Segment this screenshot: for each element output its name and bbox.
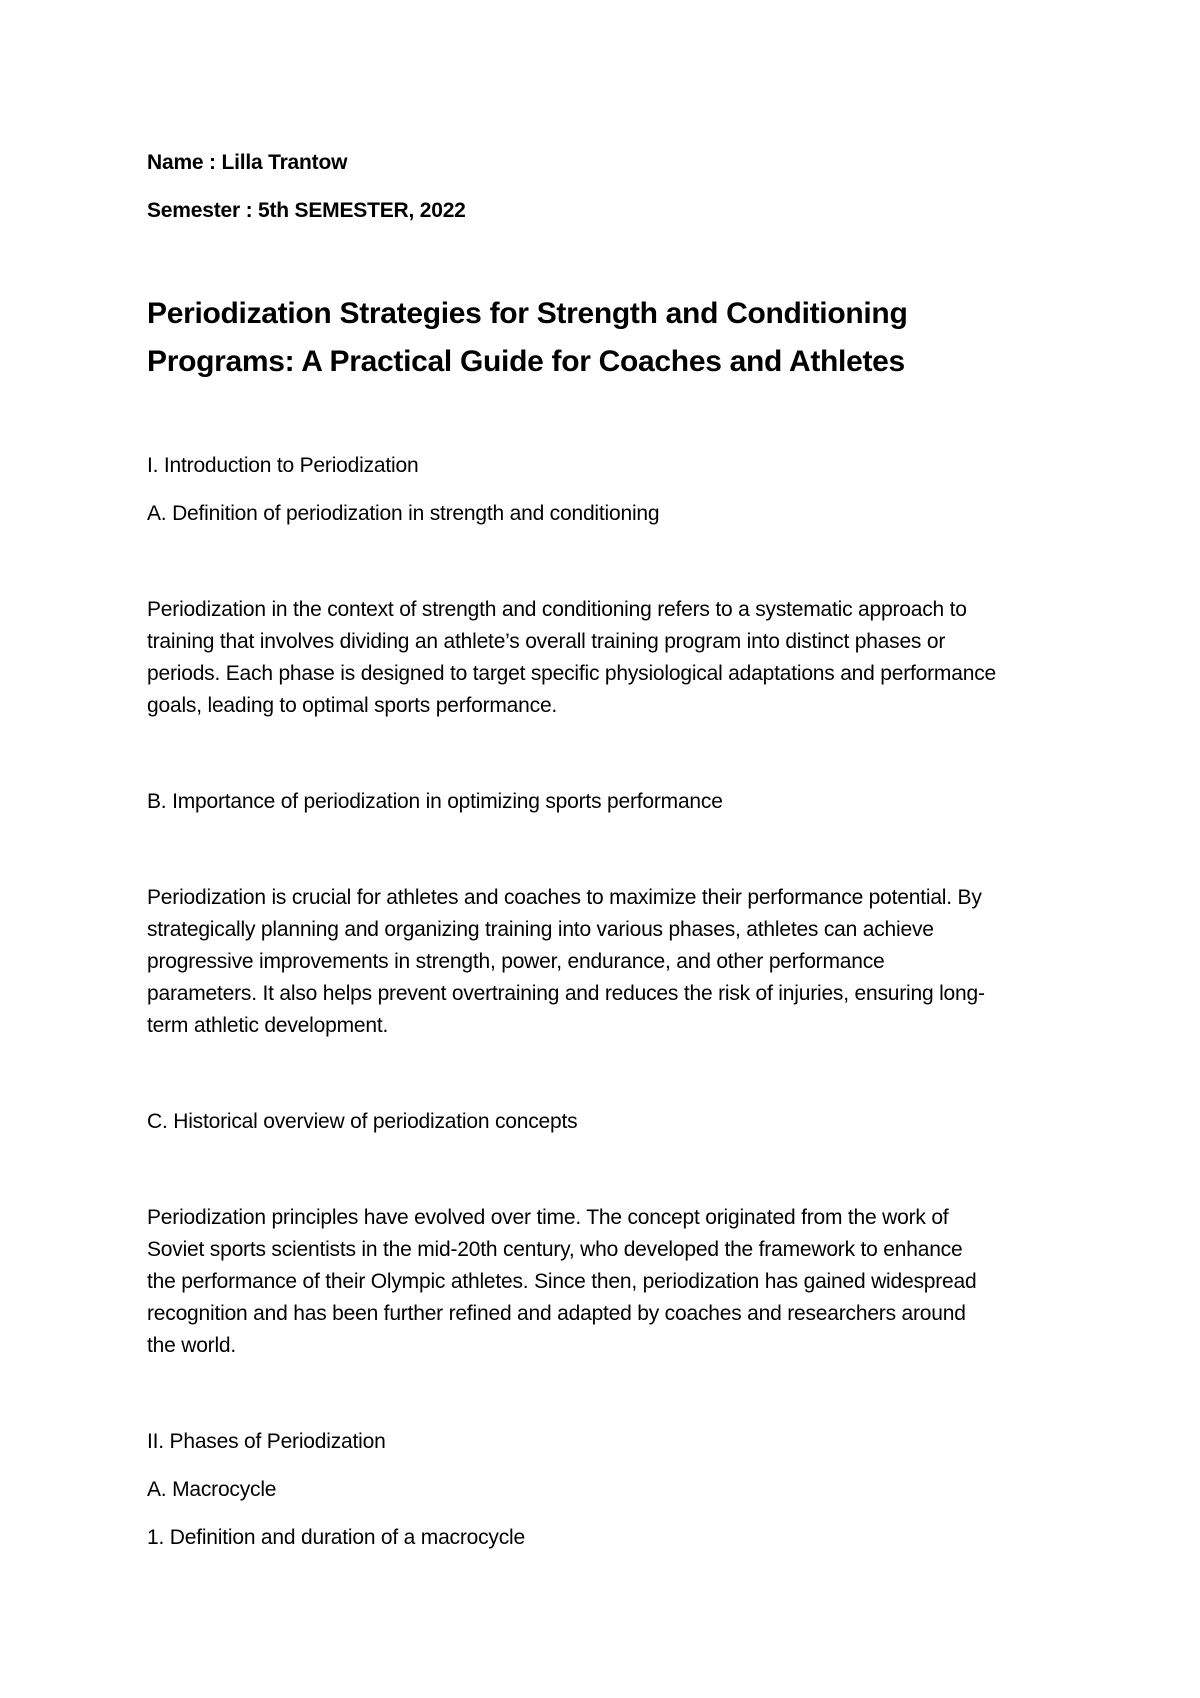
paragraph-definition-line: goals, leading to optimal sports performance. (147, 694, 558, 717)
subsection-heading-importance: B. Importance of periodization in optimizing sports performance (147, 790, 723, 813)
paragraph-definition-line: periods. Each phase is designed to target specific physiological adaptations and performance (147, 662, 996, 685)
subsection-heading-history: C. Historical overview of periodization concepts (147, 1110, 578, 1133)
document-title-line-1: Periodization Strategies for Strength and Conditioning (147, 297, 908, 330)
paragraph-importance-line: parameters. It also helps prevent overtraining and reduces the risk of injuries, ensuring long- (147, 982, 985, 1005)
paragraph-importance-line: Periodization is crucial for athletes and coaches to maximize their performance potential. By (147, 886, 982, 909)
paragraph-history-line: Periodization principles have evolved over time. The concept originated from the work of (147, 1206, 949, 1229)
paragraph-importance-line: strategically planning and organizing training into various phases, athletes can achieve (147, 918, 934, 941)
section-heading-phases: II. Phases of Periodization (147, 1430, 386, 1453)
document-title-line-2: Programs: A Practical Guide for Coaches and Athletes (147, 345, 905, 378)
paragraph-history-line: recognition and has been further refined and adapted by coaches and researchers around (147, 1302, 966, 1325)
list-item-macrocycle-definition: 1. Definition and duration of a macrocycle (147, 1526, 525, 1549)
subsection-heading-definition: A. Definition of periodization in strength and conditioning (147, 502, 660, 525)
paragraph-definition-line: training that involves dividing an athlete’s overall training program into distinct phases or (147, 630, 946, 653)
paragraph-history-line: Soviet sports scientists in the mid-20th century, who developed the framework to enhance (147, 1238, 963, 1261)
paragraph-history-line: the performance of their Olympic athletes. Since then, periodization has gained widespread (147, 1270, 977, 1293)
paragraph-definition-line: Periodization in the context of strength and conditioning refers to a systematic approach to (147, 598, 967, 621)
paragraph-importance-line: term athletic development. (147, 1014, 389, 1037)
student-name: Name : Lilla Trantow (147, 151, 348, 174)
paragraph-history-line: the world. (147, 1334, 237, 1357)
semester-info: Semester : 5th SEMESTER, 2022 (147, 199, 466, 222)
section-heading-introduction: I. Introduction to Periodization (147, 454, 419, 477)
subsection-heading-macrocycle: A. Macrocycle (147, 1478, 277, 1501)
paragraph-importance-line: progressive improvements in strength, power, endurance, and other performance (147, 950, 885, 973)
